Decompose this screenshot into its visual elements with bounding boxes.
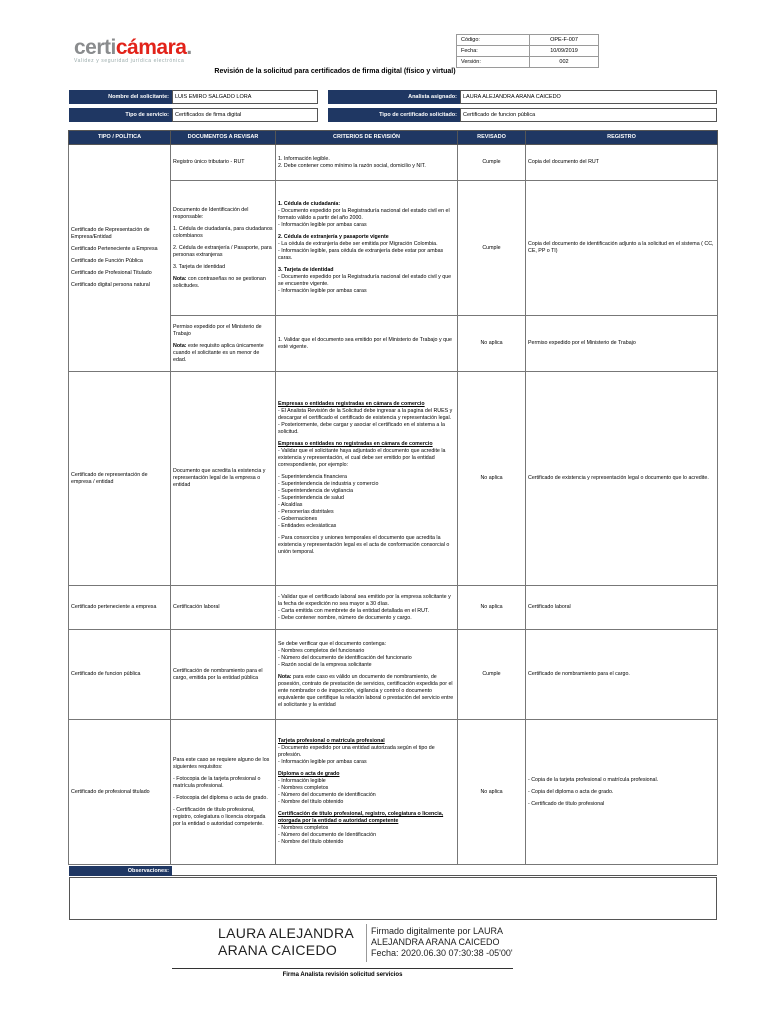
criterio-cell [276, 145, 458, 181]
criterio-line: Se debe verificar que el documento contenga: [278, 640, 387, 647]
tipo-item: Certificado Perteneciente a Empresa [71, 246, 158, 252]
solicitante-label: Nombre del solicitante: [69, 90, 172, 104]
logo-text-red: cámara [115, 36, 187, 59]
criterio-cell [276, 586, 458, 630]
criterio-line: - Nombre del título obtenido [278, 799, 344, 805]
documento-cell [171, 181, 276, 316]
signature-name-line: LAURA ALEJANDRA [218, 925, 354, 941]
documento-line: 1. Cédula de ciudadanía, para ciudadanos colombianos [173, 225, 273, 239]
criterio-line: - Nombres completos del funcionario [278, 647, 365, 654]
nota-text: con contraseñas no se gestionan solicitudes. [173, 275, 266, 289]
criterio-line: - Número del documento de identificación del funcionario [278, 654, 412, 661]
documento-cell [171, 316, 276, 372]
criterio-subtitle: Empresas o entidades registradas en cámara de comercio [278, 401, 425, 407]
criterio-line: - Nombres completos [278, 825, 329, 831]
documento-cell: Certificación de nombramiento para el cargo, emitida por la entidad pública [171, 630, 276, 720]
analista-label: Analista asignado: [328, 90, 460, 104]
registro-cell: Certificado de nombramiento para el cargo. [526, 630, 718, 720]
col-documentos-header: DOCUMENTOS A REVISAR [171, 131, 276, 145]
criterio-line: - Superintendencia de industria y comercio [278, 481, 379, 487]
revisado-cell: Cumple [458, 181, 526, 316]
observaciones-divider [172, 875, 717, 876]
criterio-line: - Razón social de la empresa solicitante [278, 661, 372, 668]
documento-cell: Documento que acredita la existencia y representación legal de la empresa o entidad [171, 372, 276, 586]
criterio-line: - Información legible [278, 778, 326, 784]
tipo-cell: Certificado de profesional titulado [69, 720, 171, 865]
criterio-subtitle: 1. Cédula de ciudadanía: [278, 201, 341, 207]
meta-key: Fecha: [457, 46, 530, 57]
meta-value: OPE-F-007 [530, 35, 599, 46]
meta-value: 002 [530, 57, 599, 68]
table-row [69, 372, 718, 586]
digital-signature-line: Firmado digitalmente por LAURA [371, 926, 504, 936]
documento-line: - Certificación de título profesional, registro, colegiatura o licencia otorgada por la entidad o autoridad competente. [173, 806, 266, 827]
criterio-line: 2. Debe contener como mínimo la razón social, domicilio y NIT. [278, 162, 426, 169]
table-row [69, 145, 718, 181]
criterio-subtitle: Diploma o acta de grado [278, 771, 340, 777]
col-registro-header: REGISTRO [526, 131, 718, 145]
criterio-cell [276, 630, 458, 720]
documento-line: 3. Tarjeta de identidad [173, 263, 226, 270]
criterio-line: - Alcaldías [278, 502, 303, 508]
signature-line [172, 968, 513, 969]
criterio-line: - Posteriormente, debe cargar y asociar el certificado en el sistema a la solicitud. [278, 422, 445, 435]
criterio-line: - Personerías distritales [278, 509, 334, 515]
meta-row [457, 35, 599, 46]
criterio-line: - Información legible por ambas caras [278, 288, 367, 294]
criterio-line: - Validar que el certificado laboral sea emitido por la empresa solicitante y la fecha de expedición no sea mayor a 30 días. [278, 593, 451, 607]
criterio-line: - Carta emitida con membrete de la entidad detallada en el RUT. [278, 607, 430, 614]
tipo-item: Certificado de Función Pública [71, 258, 143, 264]
meta-value: 10/09/2019 [530, 46, 599, 57]
signature-caption: Firma Analista revisión solicitud servicios [282, 972, 403, 978]
registro-cell: Certificado laboral [526, 586, 718, 630]
documento-line: Permiso expedido por el Ministerio de Trabajo [173, 323, 262, 337]
documento-line: - Fotocopia de la tarjeta profesional o matrícula profesional. [173, 775, 261, 789]
servicio-value: Certificados de firma digital [172, 108, 318, 122]
registro-cell: Certificado de existencia y representación legal o documento que lo acredite. [526, 372, 718, 586]
criterio-subtitle: Tarjeta profesional o matrícula profesional [278, 738, 385, 744]
registro-cell: Permiso expedido por el Ministerio de Trabajo [526, 316, 718, 372]
documento-line: Documento de Identificación del responsable: [173, 206, 249, 220]
tipo-item: Certificado de Representación de Empresa/Entidad [71, 227, 150, 240]
criterio-line: - Documento expedido por la Registraduría nacional del estado civil en el formato válido a partir del año 2000. [278, 208, 450, 221]
logo-text-gray: certi [74, 36, 116, 59]
registro-cell: Copia del documento del RUT [526, 145, 718, 181]
criterio-line: - Información legible, para cédula de extranjería debe estar por ambas caras. [278, 248, 444, 261]
criterio-line: - Entidades eclesiásticas [278, 523, 337, 529]
digital-signature-date: Fecha: 2020.06.30 07:30:38 -05'00' [371, 948, 513, 958]
criterio-subtitle: Empresas o entidades no registradas en cámara de comercio [278, 441, 433, 447]
revisado-cell: Cumple [458, 145, 526, 181]
criterio-line: - Debe contener nombre, número de documento y cargo. [278, 614, 412, 621]
tipo-item: Certificado digital persona natural [71, 282, 150, 288]
meta-key: Versión: [457, 57, 530, 68]
signature-name-line: ARANA CAICEDO [218, 942, 338, 958]
logo-tagline: Validez y seguridad jurídica electrónica [74, 58, 185, 64]
criterio-subtitle: 3. Tarjeta de identidad [278, 267, 334, 273]
revisado-cell: No aplica [458, 316, 526, 372]
table-row [69, 720, 718, 865]
criterio-line: - Número del documento de Identificación [278, 832, 377, 838]
criterio-subtitle: Certificación de título profesional, registro, colegiatura o licencia, otorgada por la entidad o autoridad competente [278, 811, 444, 824]
criterio-line: 1. Información legible. [278, 155, 330, 162]
nota-label: Nota: [278, 673, 292, 680]
tipo-cell: Certificado de representación de empresa / entidad [69, 372, 171, 586]
documento-cell [171, 720, 276, 865]
tipo-cell: Certificado perteneciente a empresa [69, 586, 171, 630]
documento-line: Para este caso se requiere alguno de los siguientes requisitos: [173, 756, 270, 770]
solicitante-value: LUIS EMIRO SALGADO LORA [172, 90, 318, 104]
criterio-line: - La cédula de extranjería debe ser emitida por Migración Colombia. [278, 241, 438, 247]
registro-line: - Copia del diploma o acta de grado. [528, 788, 614, 795]
criterio-line: - Superintendencia financiera [278, 474, 347, 480]
logo-dot: . [186, 36, 192, 59]
certicamara-logo [74, 36, 192, 64]
analista-value: LAURA ALEJANDRA ARANA CAICEDO [460, 90, 717, 104]
nota-text: para este caso es válido un documento de nombramiento, de posesión, contrato de prestación de servicios, certificación expedida por el ente nombrador o de inspección, vigilancia y control o documento equivalente que certifique la relación laboral o prestación del servicio entre el solicitante y la entidad [278, 673, 454, 708]
documento-cell: Registro único tributario - RUT [171, 145, 276, 181]
tipo-cell [69, 145, 171, 372]
registro-line: - Certificado de título profesional [528, 800, 605, 807]
digital-signature-line: ALEJANDRA ARANA CAICEDO [371, 937, 500, 947]
col-tipo-header: TIPO / POLÍTICA [69, 131, 171, 145]
criterio-line: - Nombres completos [278, 785, 329, 791]
criterio-line: - Validar que el solicitante haya adjuntado el documento que acredite la existencia y representación, el cual debe ser emitido por la entidad correspondiente, por ejemplo: [278, 448, 446, 468]
nota-label: Nota: [173, 275, 187, 282]
revisado-cell: No aplica [458, 586, 526, 630]
table-row [69, 586, 718, 630]
tipo-cell: Certificado de funcion pública [69, 630, 171, 720]
certificado-value: Certificado de funcion pública [460, 108, 717, 122]
table-row [69, 630, 718, 720]
criterio-cell [276, 181, 458, 316]
criterio-line: - Gobernaciones [278, 516, 318, 522]
criterio-line: - Superintendencia de vigilancia [278, 488, 354, 494]
servicio-label: Tipo de servicio: [69, 108, 172, 122]
criterio-line: - Para consorcios y uniones temporales el documento que acredita la existencia y representación legal es el acta de conformación consorcial o unión temporal. [278, 535, 450, 555]
criterio-line: - Nombre del título obtenido [278, 839, 344, 845]
documento-line: 2. Cédula de extranjería / Pasaporte, para personas extranjeras [173, 244, 272, 258]
meta-row [457, 46, 599, 57]
criterio-line: - Información legible por ambas caras [278, 222, 367, 228]
criterio-subtitle: 2. Cédula de extranjería y pasaporte vigente [278, 234, 389, 240]
documento-cell: Certificación laboral [171, 586, 276, 630]
nota-text: este requisito aplica únicamente cuando el solicitante es un menor de edad. [173, 342, 264, 363]
signature-divider [366, 924, 367, 962]
nota-label: Nota: [173, 342, 187, 349]
registro-cell: Copia del documento de identificación adjunto a la solicitud en el sistema ( CC, CE, PP o TI) [526, 181, 718, 316]
tipo-item: Certificado de Profesional Titulado [71, 270, 152, 276]
criterio-line: - El Analista Revisión de la Solicitud debe ingresar a la pagina del RUES y descargar el certificado el certificado de existencia y representación legal. [278, 408, 453, 421]
criterio-line: - Información legible por ambas caras [278, 759, 367, 765]
criterio-line: - Número del documento de identificación [278, 792, 376, 798]
digital-signature-text [371, 926, 513, 959]
observaciones-field[interactable] [69, 877, 717, 920]
review-table [68, 130, 718, 865]
revisado-cell: No aplica [458, 372, 526, 586]
meta-row [457, 57, 599, 68]
criterio-cell [276, 720, 458, 865]
criterio-line: - Documento expedido por una entidad autorizada según el tipo de profesión. [278, 745, 435, 758]
revisado-cell: Cumple [458, 630, 526, 720]
criterio-line: - Superintendencia de salud [278, 495, 344, 501]
certificado-label: Tipo de certificado solicitado: [328, 108, 460, 122]
document-control-table [456, 34, 599, 68]
criterio-line: - Documento expedido por la Registraduría nacional del estado civil y que se encuentre vigente. [278, 274, 452, 287]
col-criterios-header: CRITERIOS DE REVISIÓN [276, 131, 458, 145]
signature-name [218, 925, 354, 959]
document-title: Revisión de la solicitud para certificados de firma digital (físico y virtual) [214, 68, 456, 75]
criterio-cell: 1. Validar que el documento sea emitido por el Ministerio de Trabajo y que esté vigente. [276, 316, 458, 372]
observaciones-label: Observaciones: [69, 866, 172, 876]
col-revisado-header: REVISADO [458, 131, 526, 145]
criterio-cell [276, 372, 458, 586]
registro-line: - Copia de la tarjeta profesional o matrícula profesional. [528, 776, 659, 783]
documento-line: - Fotocopia del diploma o acta de grado. [173, 794, 268, 801]
table-header-row [69, 131, 718, 145]
meta-key: Código: [457, 35, 530, 46]
registro-cell [526, 720, 718, 865]
revisado-cell: No aplica [458, 720, 526, 865]
